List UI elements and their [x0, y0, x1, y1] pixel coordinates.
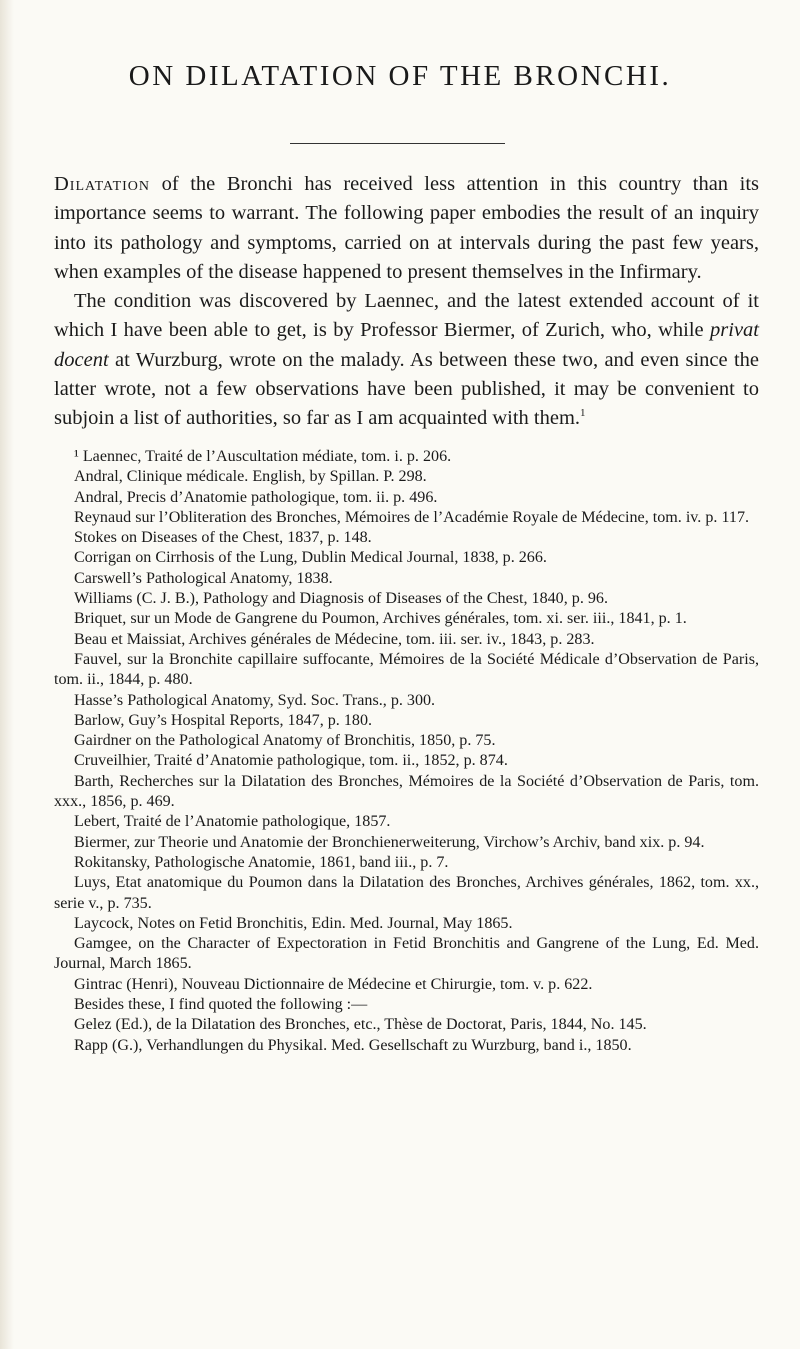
reference-item: ¹ Laennec, Traité de l’Auscultation médiate, tom. i. p. 206.: [74, 448, 452, 465]
reference-list: [54, 447, 759, 1056]
reference-item: Cruveilhier, Traité d’Anatomie pathologique, tom. ii., 1852, p. 874.: [74, 752, 508, 770]
reference-item: Andral, Precis d’Anatomie pathologique, tom. ii. p. 496.: [74, 488, 438, 506]
reference-item: Briquet, sur un Mode de Gangrene du Poumon, Archives générales, tom. xi. ser. iii., 1841, p. 1.: [74, 610, 687, 628]
reference-item: Beau et Maissiat, Archives générales de Médecine, tom. iii. ser. iv., 1843, p. 283.: [74, 630, 595, 648]
reference-item: Corrigan on Cirrhosis of the Lung, Dublin Medical Journal, 1838, p. 266.: [74, 549, 547, 567]
binding-shadow: [0, 0, 14, 1349]
reference-item: Laycock, Notes on Fetid Bronchitis, Edin. Med. Journal, May 1865.: [74, 914, 513, 932]
reference-item: Fauvel, sur la Bronchite capillaire suffocante, Mémoires de la Société Médicale d’Observation de Paris, tom. ii., 1844, p. 480.: [54, 650, 759, 689]
intro-paragraph-2: [54, 287, 759, 433]
reference-item: Andral, Clinique médicale. English, by Spillan. P. 298.: [74, 468, 427, 486]
reference-item: Barlow, Guy’s Hospital Reports, 1847, p. 180.: [74, 711, 373, 729]
page-title: ON DILATATION OF THE BRONCHI.: [128, 60, 672, 92]
reference-item: Luys, Etat anatomique du Poumon dans la Dilatation des Bronches, Archives générales, 1862, tom. xx., serie v., p. 735.: [54, 874, 759, 912]
reference-item: Gairdner on the Pathological Anatomy of Bronchitis, 1850, p. 75.: [74, 732, 496, 750]
reference-item: Rapp (G.), Verhandlungen du Physikal. Med. Gesellschaft zu Wurzburg, band i., 1850.: [74, 1036, 632, 1054]
footnote-marker: 1: [580, 407, 586, 420]
reference-item: Carswell’s Pathological Anatomy, 1838.: [74, 569, 333, 587]
reference-item: Rokitansky, Pathologische Anatomie, 1861, band iii., p. 7.: [74, 853, 449, 871]
reference-item: Williams (C. J. B.), Pathology and Diagnosis of Diseases of the Chest, 1840, p. 96.: [74, 590, 608, 608]
title-rule: [290, 143, 505, 144]
intro-p2-start: The condition was discovered by Laennec, and the latest extended account of it which I have been able to get, is by Professor Biermer, of Zurich, who, while: [54, 290, 759, 342]
lead-word: Dilatation: [54, 173, 151, 195]
reference-item: Gintrac (Henri), Nouveau Dictionnaire de Médecine et Chirurgie, tom. v. p. 622.: [74, 975, 593, 993]
intro-p1-text: of the Bronchi has received less attention in this country than its importance seems to warrant. The following paper embodies the result of an inquiry into its pathology and symptoms, carried on at intervals during the past few years, when examples of the disease happened to present themselves in the Infirmary.: [54, 173, 759, 283]
reference-item: Hasse’s Pathological Anatomy, Syd. Soc. Trans., p. 300.: [74, 691, 436, 709]
reference-item: Gelez (Ed.), de la Dilatation des Bronches, etc., Thèse de Doctorat, Paris, 1844, No. 145.: [74, 1016, 647, 1034]
intro-p2-end: at Wurzburg, wrote on the malady. As between these two, and even since the latter wrote, not a few observations have been published, it may be convenient to subjoin a list of authorities, so far as I am acquainted with them.: [54, 348, 759, 430]
reference-item: Reynaud sur l’Obliteration des Bronches, Mémoires de l’Académie Royale de Médecine, tom. iv. p. 117.: [74, 508, 750, 526]
reference-item: Stokes on Diseases of the Chest, 1837, p. 148.: [74, 529, 372, 547]
reference-item: Barth, Recherches sur la Dilatation des Bronches, Mémoires de la Société d’Observation de Paris, tom. xxx., 1856, p. 469.: [54, 772, 759, 811]
reference-item: Besides these, I find quoted the following :—: [74, 996, 368, 1014]
intro-p2-italic: privat docent: [54, 319, 759, 371]
reference-item: Biermer, zur Theorie und Anatomie der Bronchienerweiterung, Virchow’s Archiv, band xix. p. 94.: [74, 833, 705, 851]
reference-item: Gamgee, on the Character of Expectoration in Fetid Bronchitis and Gangrene of the Lung, Ed. Med. Journal, March 1865.: [54, 935, 759, 973]
intro-text: [54, 170, 759, 434]
reference-item: Lebert, Traité de l’Anatomie pathologique, 1857.: [74, 813, 391, 831]
intro-paragraph-1: [54, 170, 759, 287]
